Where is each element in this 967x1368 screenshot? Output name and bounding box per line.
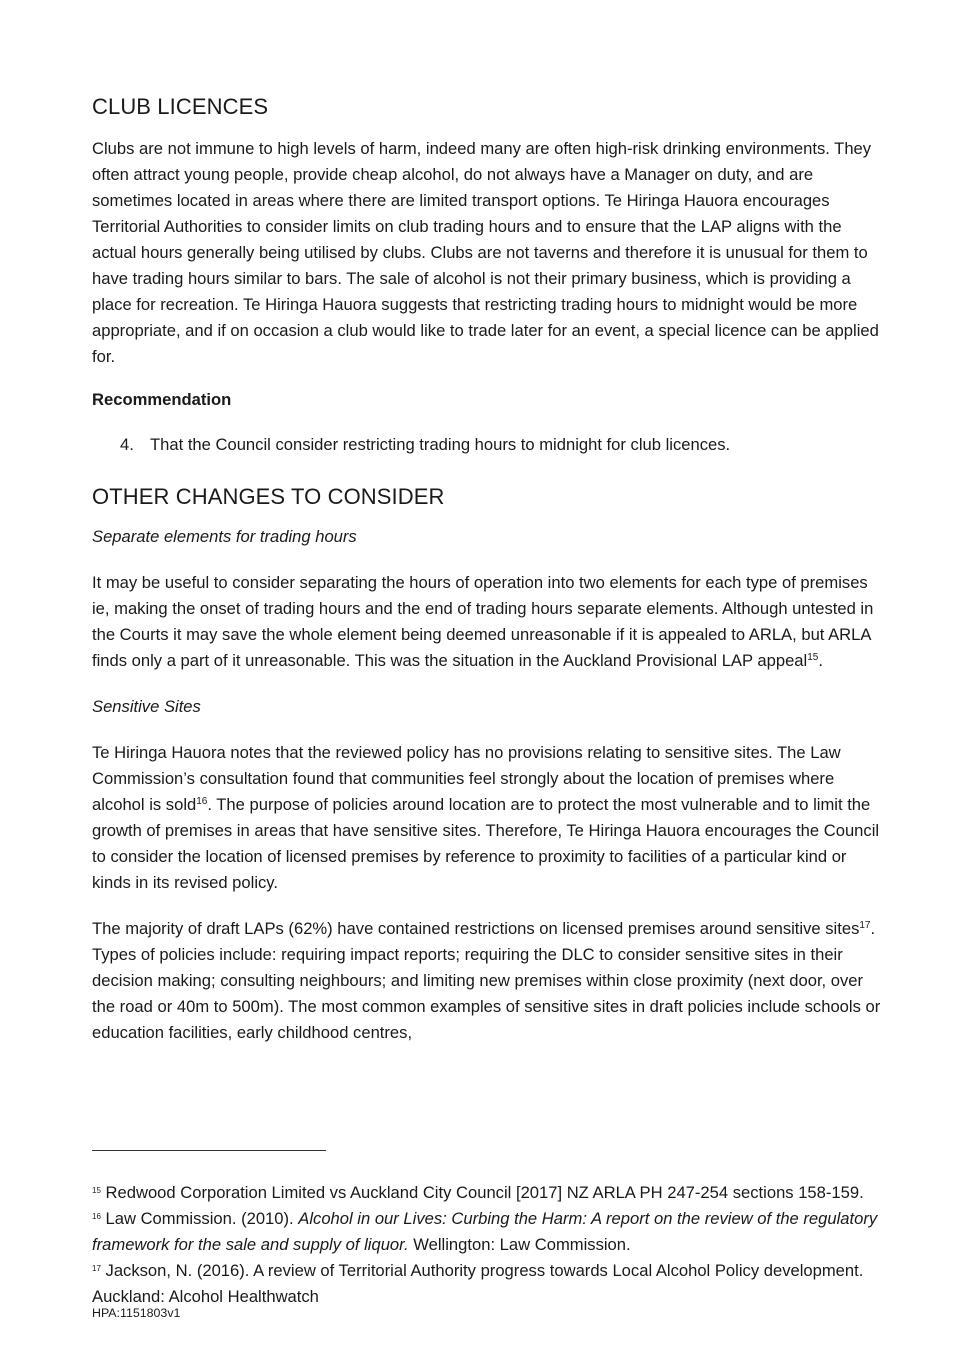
footnote-17-number: 17 — [92, 1264, 101, 1273]
footnote-16-pre: Law Commission. (2010). — [100, 1209, 299, 1228]
footnote-16-post: Wellington: Law Commission. — [408, 1235, 631, 1254]
trading-hours-end: . — [818, 651, 823, 670]
trading-hours-text: It may be useful to consider separating the hours of operation into two elements for each type of premises ie, making the onset of trading hours and the end of trading hours separate elements. Although untested in the Courts it may save the whole element being deemed unreasonable if it is appealed to ARLA, but ARLA finds only a part of it unreasonable. This was the situation in the Auckland Provisional LAP appeal — [92, 573, 874, 670]
footnote-17 — [92, 1258, 882, 1310]
recommendation-text: That the Council consider restricting trading hours to midnight for club licences. — [150, 435, 731, 454]
footnote-15 — [92, 1180, 882, 1206]
sensitive-sites-paragraph — [92, 740, 882, 896]
recommendation-number: 4. — [120, 435, 134, 454]
sensitive-sites-subheading: Sensitive Sites — [92, 697, 201, 716]
draft-laps-text-b: . Types of policies include: requiring impact reports; requiring the DLC to consider sensitive sites in their decision making; consulting neighbours; and limiting new premises within close proximity (next door, over the road or 40m to 500m). The most common examples of sensitive sites in draft policies include schools or education facilities, early childhood centres, — [92, 919, 881, 1042]
recommendation-label: Recommendation — [92, 390, 232, 409]
sensitive-sites-text-b: . The purpose of policies around location are to protect the most vulnerable and to limit the growth of premises in areas that have sensitive sites. Therefore, Te Hiringa Hauora encourages the Council to consider the location of licensed premises by reference to proximity to facilities of a particular kind or kinds in its revised policy. — [92, 795, 880, 892]
club-licences-paragraph: Clubs are not immune to high levels of harm, indeed many are often high-risk drinking environments. They often attract young people, provide cheap alcohol, do not always have a Manager on duty, and are sometimes located in areas where there are limited transport options. Te Hiringa Hauora encourages Territorial Authorities to consider limits on club trading hours and to ensure that the LAP aligns with the actual hours generally being utilised by clubs. Clubs are not taverns and therefore it is unusual for them to have trading hours similar to bars. The sale of alcohol is not their primary business, which is providing a place for recreation. Te Hiringa Hauora suggests that restricting trading hours to midnight would be more appropriate, and if on occasion a club would like to trade later for an event, a special licence can be applied for. — [92, 139, 879, 366]
footnote-16-number: 16 — [92, 1212, 101, 1221]
footnote-16 — [92, 1206, 882, 1258]
draft-laps-paragraph — [92, 916, 882, 1046]
other-changes-heading: OTHER CHANGES TO CONSIDER — [92, 484, 445, 509]
document-id: HPA:1151803v1 — [92, 1306, 181, 1320]
footnote-17-text: Jackson, N. (2016). A review of Territorial Authority progress towards Local Alcohol Policy development. Auckland: Alcohol Healthwatch — [92, 1261, 864, 1306]
footnote-ref-17: 17 — [859, 920, 871, 931]
document-page — [92, 88, 882, 1046]
footnote-15-number: 15 — [92, 1186, 101, 1195]
trading-hours-subheading: Separate elements for trading hours — [92, 527, 357, 546]
footnote-ref-15: 15 — [807, 652, 819, 663]
footnote-15-text: Redwood Corporation Limited vs Auckland City Council [2017] NZ ARLA PH 247-254 sections 158-159. — [100, 1183, 864, 1202]
footnotes — [92, 1180, 882, 1310]
trading-hours-paragraph — [92, 570, 882, 674]
recommendation-item — [92, 432, 882, 458]
club-licences-heading: CLUB LICENCES — [92, 94, 269, 119]
draft-laps-text-a: The majority of draft LAPs (62%) have contained restrictions on licensed premises around sensitive sites — [92, 919, 860, 938]
sensitive-sites-text-a: Te Hiringa Hauora notes that the reviewed policy has no provisions relating to sensitive sites. The Law Commission’s consultation found that communities feel strongly about the location of premises where alcohol is sold — [92, 743, 841, 814]
footnote-ref-16: 16 — [196, 796, 208, 807]
footnote-separator — [92, 1150, 326, 1151]
footnote-16-title: Alcohol in our Lives: Curbing the Harm: A report on the review of the regulatory framework for the sale and supply of liquor. — [92, 1209, 878, 1254]
